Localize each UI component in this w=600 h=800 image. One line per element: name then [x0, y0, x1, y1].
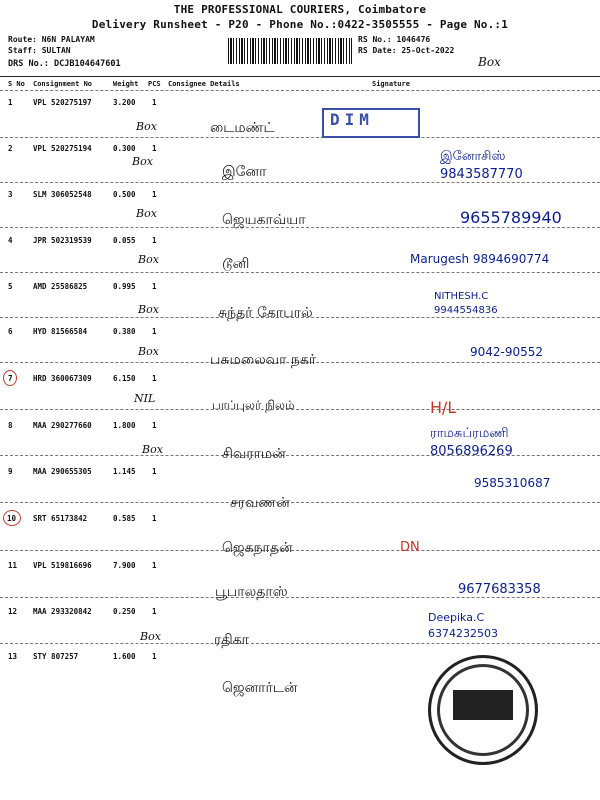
header-bottom-line [0, 90, 600, 91]
row-12-signature: Deepika.C 6374232503 [428, 611, 498, 640]
col-pcs: PCS [148, 80, 161, 88]
row-1-pcs: 1 [152, 98, 157, 107]
row-11-pcs: 1 [152, 561, 157, 570]
row-10-consignment: SRT 65173842 [33, 514, 88, 523]
col-weight: Weight [113, 80, 139, 88]
rs-number: RS No.: 1046476 [358, 35, 431, 44]
row-13-sno: 13 [8, 652, 18, 661]
header-top-line [0, 76, 600, 77]
row-3-weight: 0.500 [113, 190, 136, 199]
row-12-consignee: ரதிகா [214, 632, 249, 648]
row-separator [0, 137, 600, 138]
row-4-signature: Marugesh 9894690774 [410, 252, 550, 266]
row-5-pcs: 1 [152, 282, 157, 291]
row-6-signature: 9042-90552 [470, 345, 544, 359]
col-consignment: Consignment No [33, 80, 93, 88]
row-8-weight: 1.800 [113, 421, 136, 430]
staff-label: Staff: SULTAN [8, 46, 71, 55]
row-7-note: NIL [134, 392, 156, 405]
row-5-weight: 0.995 [113, 282, 136, 291]
row-3-sno: 3 [8, 190, 13, 199]
row-12-note: Box [140, 630, 161, 643]
row-8-pcs: 1 [152, 421, 157, 430]
row-8-sno: 8 [8, 421, 13, 430]
row-1-stamp: DIM [322, 108, 420, 138]
row-6-note: Box [138, 345, 159, 358]
row-3-signature: 9655789940 [460, 208, 562, 227]
row-11-consignee: பூபாலதாஸ் [215, 584, 288, 600]
row-9-pcs: 1 [152, 467, 157, 476]
row-11-signature: 9677683358 [458, 582, 541, 597]
row-separator [0, 409, 600, 410]
row-1-weight: 3.200 [113, 98, 136, 107]
row-10-pcs: 1 [152, 514, 157, 523]
row-10-sno: 10 [7, 514, 17, 523]
row-12-sno: 12 [8, 607, 18, 616]
rs-date: RS Date: 25-Oct-2022 [358, 46, 455, 55]
row-7-pcs: 1 [152, 374, 157, 383]
row-2-note: Box [132, 155, 153, 168]
row-12-weight: 0.250 [113, 607, 136, 616]
row-1-sno: 1 [8, 98, 13, 107]
row-6-consignment: HYD 81566584 [33, 327, 88, 336]
row-13-pcs: 1 [152, 652, 157, 661]
row-7-signature: H/L [430, 398, 457, 417]
row-2-weight: 0.300 [113, 144, 136, 153]
col-sno: S No [8, 80, 25, 88]
row-4-consignee: டூனி [222, 256, 250, 272]
row-13-consignment: STY 807257 [33, 652, 79, 661]
row-9-sno: 9 [8, 467, 13, 476]
row-6-consignee: பசுமலைவா நகர் [210, 352, 317, 368]
row-4-note: Box [138, 253, 159, 266]
row-11-sno: 11 [8, 561, 18, 570]
barcode-image [228, 38, 352, 64]
row-12-pcs: 1 [152, 607, 157, 616]
row-5-consignee: சுந்தர் கோபால் [218, 305, 313, 321]
row-9-weight: 1.145 [113, 467, 136, 476]
seal-center [453, 690, 513, 720]
col-signature: Signature [372, 80, 410, 88]
row-10-consignee: ஜெகநாதன் [222, 540, 293, 556]
row-8-note: Box [142, 443, 163, 456]
row-4-sno: 4 [8, 236, 13, 245]
row-1-consignee: டைமண்ட் [210, 120, 275, 136]
row-3-note: Box [136, 207, 157, 220]
row-4-weight: 0.055 [113, 236, 136, 245]
row-3-consignment: SLM 306052548 [33, 190, 92, 199]
route-label: Route: N6N PALAYAM [8, 35, 95, 44]
top-box-note: Box [478, 55, 501, 69]
row-9-signature: 9585310687 [474, 476, 551, 490]
row-7-weight: 6.150 [113, 374, 136, 383]
row-2-sno: 2 [8, 144, 13, 153]
row-1-consignment: VPL 520275197 [33, 98, 92, 107]
row-separator [0, 272, 600, 273]
row-separator [0, 550, 600, 551]
row-8-signature: ராமசுப்ரமணி 8056896269 [430, 426, 513, 459]
drs-label: DRS No.: DCJB104647601 [8, 59, 121, 69]
row-8-consignment: MAA 290277660 [33, 421, 92, 430]
row-separator [0, 502, 600, 503]
row-2-pcs: 1 [152, 144, 157, 153]
row-10-signature: DN [400, 540, 420, 555]
row-3-pcs: 1 [152, 190, 157, 199]
row-13-consignee: ஜெனார்டன் [222, 680, 298, 696]
row-5-signature: NITHESH.C 9944554836 [434, 291, 498, 316]
document-subtitle: Delivery Runsheet - P20 - Phone No.:0422-3505555 - Page No.:1 [91, 18, 509, 31]
row-13-weight: 1.600 [113, 652, 136, 661]
row-2-signature: இனோசிஸ் 9843587770 [440, 149, 523, 182]
row-5-note: Box [138, 303, 159, 316]
company-seal [428, 655, 538, 765]
row-7-sno: 7 [8, 374, 13, 383]
row-6-weight: 0.380 [113, 327, 136, 336]
col-consignee: Consignee Details [168, 80, 240, 88]
row-9-consignee: சரவணன் [230, 495, 290, 511]
row-7-consignee: பாப்புலர் நிலம் [212, 398, 295, 412]
row-10-weight: 0.585 [113, 514, 136, 523]
row-11-consignment: VPL 519816696 [33, 561, 92, 570]
row-3-consignee: ஜெயகாவ்யா [222, 212, 306, 228]
document-title: THE PROFESSIONAL COURIERS, Coimbatore [173, 3, 427, 16]
row-2-consignment: VPL 520275194 [33, 144, 92, 153]
row-5-sno: 5 [8, 282, 13, 291]
row-separator [0, 597, 600, 598]
row-8-consignee: சிவராமன் [222, 446, 286, 462]
row-11-weight: 7.900 [113, 561, 136, 570]
row-12-consignment: MAA 293320842 [33, 607, 92, 616]
row-1-note: Box [136, 120, 157, 133]
row-5-consignment: AMD 25586825 [33, 282, 88, 291]
row-4-pcs: 1 [152, 236, 157, 245]
row-6-sno: 6 [8, 327, 13, 336]
row-6-pcs: 1 [152, 327, 157, 336]
row-2-consignee: இனோ [222, 164, 267, 180]
row-separator [0, 643, 600, 644]
row-4-consignment: JPR 502319539 [33, 236, 92, 245]
row-7-consignment: HRD 360067309 [33, 374, 92, 383]
row-9-consignment: MAA 290655305 [33, 467, 92, 476]
